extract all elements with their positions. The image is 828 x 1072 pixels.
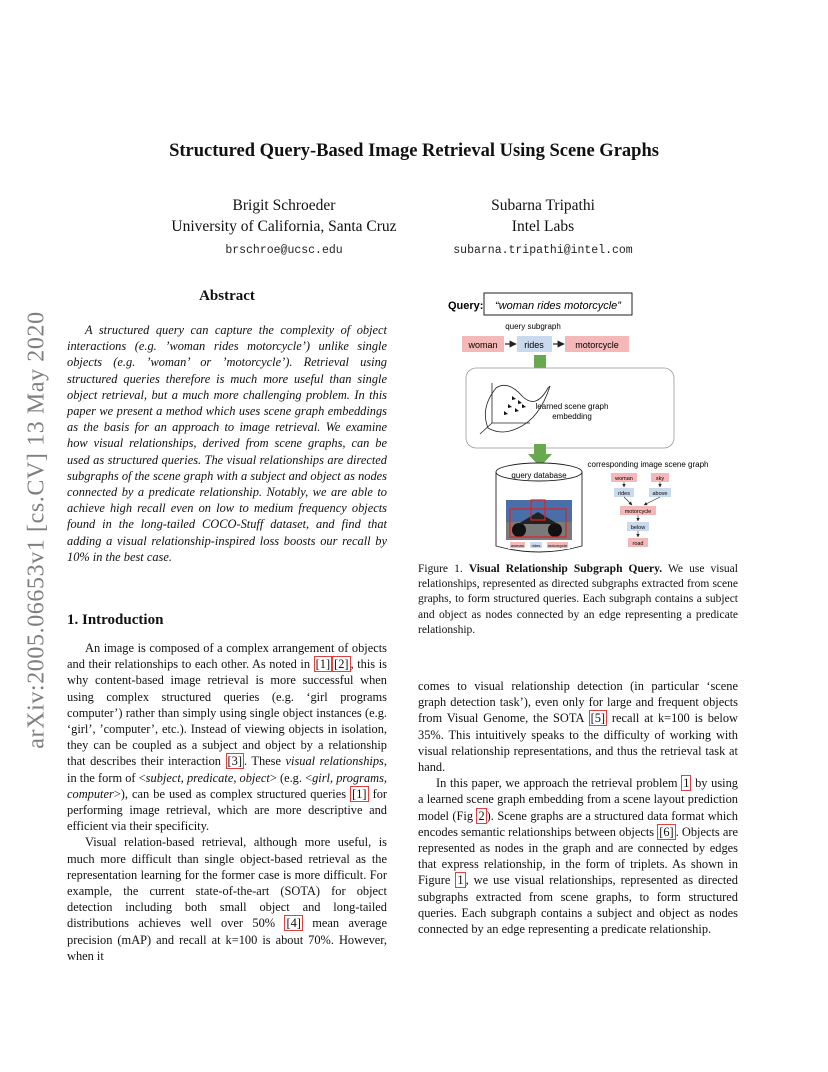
intro-column [67,640,387,964]
citation-link[interactable]: [4] [286,916,301,931]
svg-text:motorcycle: motorcycle [575,340,619,350]
author-2-name: Subarna Tripathi [491,197,595,214]
query-label: Query: [448,300,484,312]
citation-link[interactable]: [1] [315,657,331,672]
embedding-label: learned scene graph [535,402,609,411]
author-1 [150,195,418,261]
approach-paragraph: In this paper, we approach the retrieval problem 1 by using a learned scene graph embedding from a scene layout prediction model (Fig 2 ). Scene graphs are a structured data format which encodes semantic relationships between objects [6] . Objects are represented as nodes in the graph and are connected by edges that express relationship, in the form of triplets. As shown in Figure 1 , we use visual relationships, represented as directed subgraphs extracted from scene graphs, to form structured queries. Each subgraph contains a subject and object as nodes connected by an edge representing a predicate relationship. [418,776,738,937]
right-column-text [418,678,738,937]
svg-text:sky: sky [655,476,665,482]
citation-link[interactable]: [2] [334,657,349,672]
abstract-heading: Abstract [199,288,255,304]
svg-text:motorcycle: motorcycle [624,509,652,515]
wheel [548,523,562,537]
author-2 [425,195,661,261]
intro-paragraph-2: Visual relation-based retrieval, although more useful, is much more difficult than single object-based retrieval as the representation learning for the former case is more difficult. For example, the current state-of-the-art (SOTA) for object detection including both small object and long-tailed distributions achieves well over 50% [4] mean average precision (mAP) and recall at k=100 is about 70%. However, when it [67,835,387,963]
scene-graph [611,473,671,547]
svg-text:motorcycle: motorcycle [547,543,568,548]
subgraph-label: query subgraph [505,322,561,331]
figure-link[interactable]: 1 [457,873,464,888]
embedding-label-2: embedding [552,412,592,421]
svg-text:woman: woman [468,340,498,350]
svg-text:above: above [652,491,668,497]
abstract-body: A structured query can capture the complexity of object interactions (e.g. ’woman rides motorcycle’) unlike single objects (e.g. ’woman’ or ’motorcycle’). Retrieval using structured queries therefore is much more useful than single object retrieval, but a much more challenging problem. In this paper we present a method which uses scene graph embeddings as the basis for an approach to image retrieval. We examine how visual relationships, derived from scene graphs, can be used as structured queries. The visual relationships are directed subgraphs of the scene graph with a subject and object as nodes connected by a predicate relationship. Notably, we are able to achieve high recall even on low to medium frequency objects found in the long-tailed COCO-Stuff dataset, and find that adding a visual relationship-inspired loss boosts our recall by 10% in the best case. [67,323,387,564]
query-text: “woman rides motorcycle” [495,300,621,312]
svg-text:rides: rides [618,491,630,497]
author-2-affiliation: Intel Labs [511,218,575,235]
figure-link[interactable]: 1 [683,776,690,791]
abstract-text [67,322,387,565]
author-2-email: subarna.tripathi@intel.com [453,244,633,257]
author-1-affiliation: University of California, Santa Cruz [171,218,397,235]
paper-title: Structured Query-Based Image Retrieval Using Scene Graphs [169,141,659,161]
citation-link[interactable]: [1] [352,786,367,801]
citation-link[interactable]: [3] [227,754,242,769]
svg-text:below: below [630,525,646,531]
scene-graph-label: corresponding image scene graph [587,460,709,469]
svg-text:woman: woman [615,476,633,482]
wheel [512,523,526,537]
intro-paragraph-1: An image is composed of a complex arrangement of objects and their relationships to each other. As noted in [1] [2] , this is why content-based image retrieval is more successful when using complex structured queries (e.g. ‘girl programs computer’) rather than simply using single object instances (e.g. ‘girl’, ’computer’, etc.). Instead of viewing objects in isolation, they can be coupled as a subject and object by a relationship that describes their interaction [3] . These visual relationships, in the form of <subject, predicate, object> (e.g. <girl, programs, computer>), can be used as complex structured queries [1] for performing image retrieval, which are more descriptive and efficient via their specificity. [67,641,388,834]
intro-heading: 1. Introduction [67,612,164,628]
database-label: query database [511,471,567,480]
figure-link[interactable]: 2 [478,808,485,823]
continued-paragraph: comes to visual relationship detection (in particular ‘scene graph detection task’), even only for large and frequent objects from Visual Genome, the SOTA [5] recall at k=100 is below 35%. This intuitively speaks to the difficulty of working with visual relationship representations, and thus the retrieval task at hand. [418,679,738,775]
svg-text:rides: rides [531,543,541,548]
author-1-email: brschroe@ucsc.edu [225,244,343,257]
arxiv-identifier: arXiv:2005.06653v1 [cs.CV] 13 May 2020 [23,311,50,749]
figure-1-caption: Figure 1. Visual Relationship Subgraph Query. We use visual relationships, represented as directed subgraphs extracted from scene graphs, to form structured queries. Each subgraph contains a subject and object as nodes connected by an edge representing a predicate relationship. [418,563,738,636]
author-1-name: Brigit Schroeder [232,197,336,214]
citation-link[interactable]: [5] [590,711,606,726]
svg-text:road: road [632,541,644,547]
svg-text:woman: woman [511,543,524,548]
svg-text:rides: rides [524,340,544,350]
citation-link[interactable]: [6] [659,824,674,839]
figure-1-diagram [418,288,738,558]
